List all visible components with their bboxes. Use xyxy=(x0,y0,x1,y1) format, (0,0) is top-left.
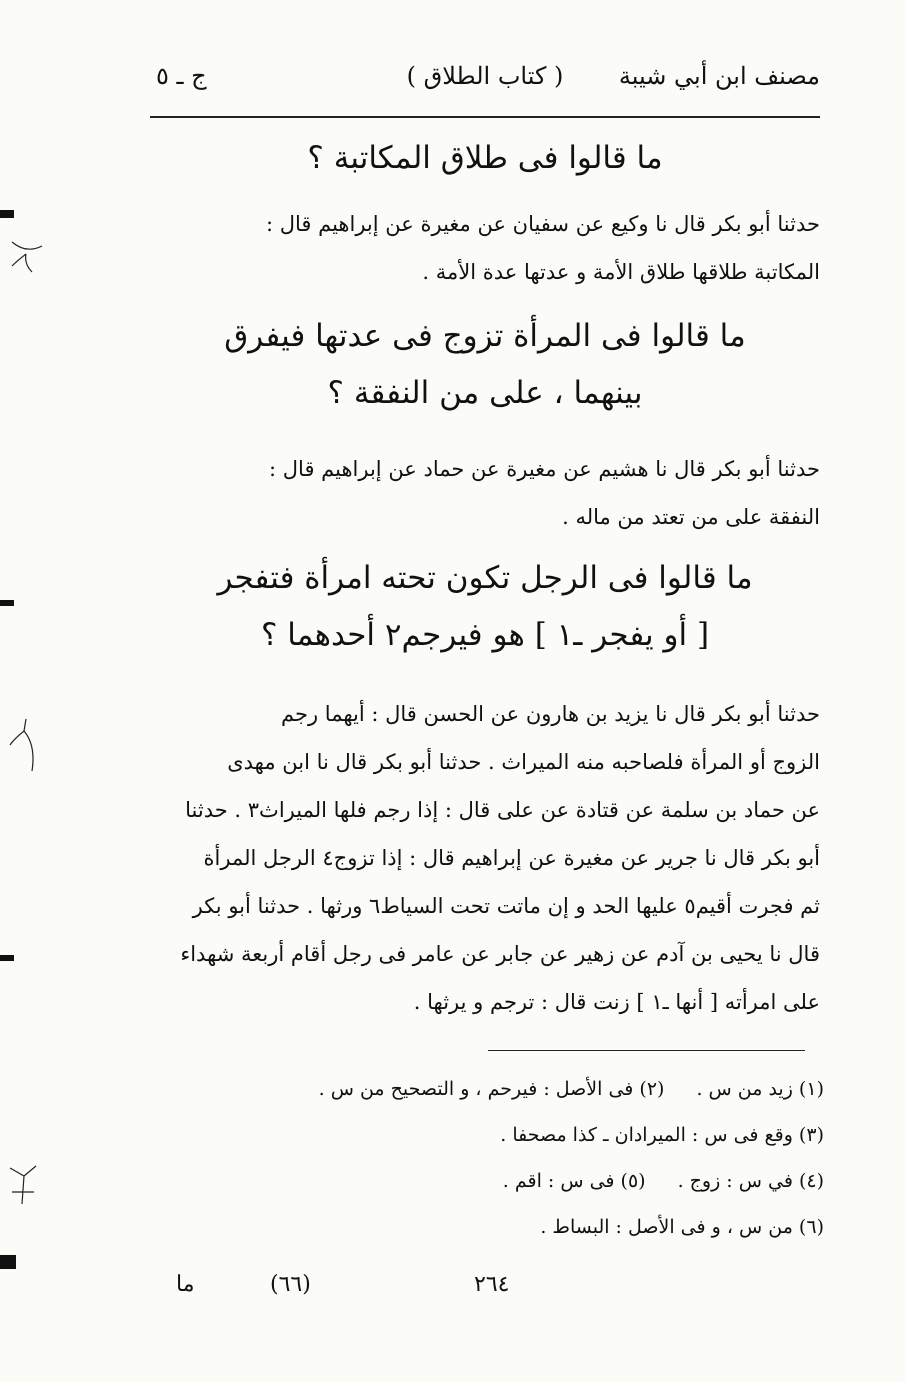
binding-mark-icon xyxy=(8,236,48,276)
heading-line: ما قالوا فى المرأة تزوج فى عدتها فيفرق xyxy=(224,318,746,354)
scan-edge-mark xyxy=(0,210,14,218)
text-line: المكاتبة طلاقها طلاق الأمة و عدتها عدة الأمة . xyxy=(422,260,820,284)
header-divider xyxy=(150,116,820,118)
volume-number: ج ـ ٥ xyxy=(156,62,207,90)
chapter-text xyxy=(150,445,820,541)
footnote-line xyxy=(150,1112,824,1158)
page-number: ٢٦٤ xyxy=(474,1272,510,1297)
text-line: عن حماد بن سلمة عن قتادة عن على قال : إذا رجم فلها الميراث٣ . حدثنا xyxy=(185,798,820,822)
footnote: (٢) فى الأصل : فيرحم ، و التصحيح من س . xyxy=(318,1078,665,1100)
heading-line: بينهما ، على من النفقة ؟ xyxy=(327,375,643,412)
text-line: ثم فجرت أقيم٥ عليها الحد و إن ماتت تحت السياط٦ ورثها . حدثنا أبو بكر xyxy=(192,894,820,918)
text-line: قال نا يحيى بن آدم عن زهير عن جابر عن عامر فى رجل أقام أربعة شهداء xyxy=(180,942,820,966)
footnote-divider xyxy=(488,1050,805,1051)
binding-mark-icon xyxy=(6,715,46,775)
scan-edge-mark xyxy=(0,1255,16,1269)
chapter-heading xyxy=(150,318,820,412)
footnote: (٣) وقع فى س : الميرادان ـ كذا مصحفا . xyxy=(500,1124,824,1146)
signature-mark: (٦٦) xyxy=(270,1272,311,1297)
footnote-line xyxy=(150,1066,824,1112)
binding-mark-icon xyxy=(6,1162,42,1208)
footnote: (٥) فى س : اقم . xyxy=(502,1170,646,1192)
text-line: النفقة على من تعتد من ماله . xyxy=(562,505,820,529)
chapter-text xyxy=(150,200,820,296)
text-line: الزوج أو المرأة فلصاحبه منه الميراث . حدثنا أبو بكر قال نا ابن مهدى xyxy=(227,750,820,774)
chapter-heading xyxy=(150,140,820,177)
heading-line: ما قالوا فى الرجل تكون تحته امرأة فتفجر xyxy=(217,560,753,596)
scan-edge-mark xyxy=(0,600,14,606)
footnote: (١) زيد من س . xyxy=(696,1078,824,1100)
footnotes xyxy=(150,1066,824,1250)
footnote-line xyxy=(150,1158,824,1204)
footnote: (٦) من س ، و فى الأصل : البساط . xyxy=(540,1216,824,1238)
heading-line: ما قالوا فى طلاق المكاتبة ؟ xyxy=(307,140,663,176)
running-header xyxy=(150,56,820,106)
text-line: حدثنا أبو بكر قال نا وكيع عن سفيان عن مغيرة عن إبراهيم قال : xyxy=(266,212,820,236)
footnote: (٤) في س : زوج . xyxy=(677,1170,824,1192)
heading-line: [ أو يفجر ـ١ ] هو فيرجم٢ أحدهما ؟ xyxy=(260,617,710,654)
chapter-heading xyxy=(150,560,820,654)
catchword: ما xyxy=(176,1272,195,1297)
text-line: على امرأته [ أنها ـ١ ] زنت قال : ترجم و يرثها . xyxy=(413,990,820,1014)
footnote-line xyxy=(150,1204,824,1250)
chapter-text xyxy=(150,690,820,1026)
text-line: حدثنا أبو بكر قال نا يزيد بن هارون عن الحسن قال : أيهما رجم xyxy=(281,702,820,726)
section-title: ( كتاب الطلاق ) xyxy=(406,62,564,90)
book-title: مصنف ابن أبي شيبة xyxy=(618,62,820,90)
text-line: حدثنا أبو بكر قال نا هشيم عن مغيرة عن حماد عن إبراهيم قال : xyxy=(269,457,820,481)
text-line: أبو بكر قال نا جرير عن مغيرة عن إبراهيم قال : إذا تزوج٤ الرجل المرأة xyxy=(203,846,820,870)
scan-edge-mark xyxy=(0,955,14,961)
